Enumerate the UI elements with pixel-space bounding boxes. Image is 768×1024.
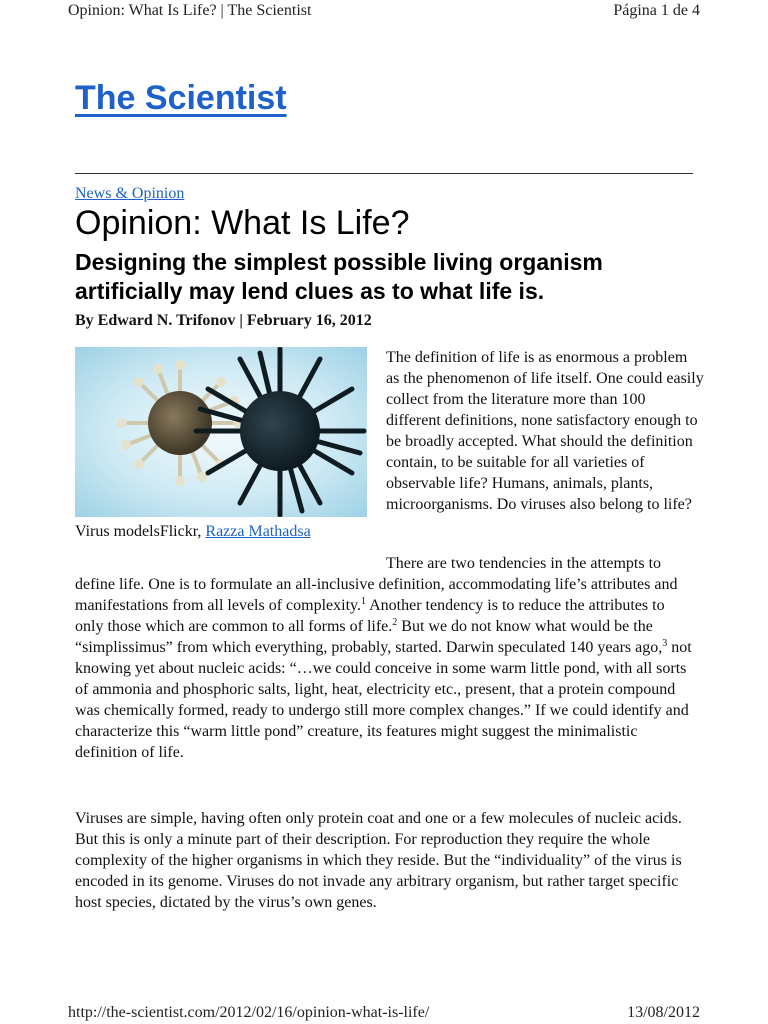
photographer-link[interactable]: Razza Mathadsa bbox=[205, 523, 311, 540]
site-logo-link[interactable]: The Scientist bbox=[75, 79, 287, 117]
paragraph-2 bbox=[75, 553, 697, 763]
page-header-title: Opinion: What Is Life? | The Scientist bbox=[68, 2, 312, 19]
byline: By Edward N. Trifonov | February 16, 2012 bbox=[75, 312, 372, 329]
paragraph-3: Viruses are simple, having often only protein coat and one or a few molecules of nucleic acids. But this is only a minute part of their description. For reproduction they require the whole complexity of the higher organisms in which they reside. But the “individuality” of the virus is encoded in its genome. Viruses do not invade any arbitrary organism, but rather target specific host species, dictated by the virus’s own genes. bbox=[75, 810, 682, 911]
footer-date: 13/08/2012 bbox=[627, 1004, 700, 1021]
footnote-ref-2[interactable]: 2 bbox=[392, 617, 398, 628]
paragraph-2-text-c: But we do not know what would be the “simplissimus” from which everything, probably, started. Darwin speculated 140 years ago, bbox=[75, 618, 663, 656]
image-caption bbox=[75, 522, 311, 542]
footnote-ref-1[interactable]: 1 bbox=[361, 596, 366, 607]
footnote-ref-3[interactable]: 3 bbox=[662, 638, 668, 649]
article-subtitle: Designing the simplest possible living organism artificially may lend clues as to what life is. bbox=[75, 249, 603, 304]
divider bbox=[75, 173, 693, 174]
paragraph-2-text-a: There are two tendencies in the attempts to define life. One is to formulate an all-inclusive definition, accommodating life’s attributes and manifestations from all levels of complexity. bbox=[75, 555, 678, 614]
section-link[interactable]: News & Opinion bbox=[75, 185, 185, 202]
paragraph-1: The definition of life is as enormous a problem as the phenomenon of life itself. One could easily collect from the literature more than 100 different definitions, none satisfactory enough to be broadly accepted. What should the definition contain, to be suitable for all varieties of observable life? Humans, animals, plants, microorganisms. Do viruses also belong to life? bbox=[386, 349, 704, 513]
paragraph-2-text-d: not knowing yet about nucleic acids: “…we could conceive in some warm little pond, with all sorts of ammonia and phosphoric salts, light, heat, electricity etc., present, that a protein compound was chemically formed, ready to undergo still more complex changes.” If we could identify and characterize this “warm little pond” creature, its features might suggest the minimalistic definition of life. bbox=[75, 639, 692, 761]
paragraph-2-text-b: Another tendency is to reduce the attributes to only those which are common to all forms of life. bbox=[75, 597, 665, 635]
footer-url: http://the-scientist.com/2012/02/16/opinion-what-is-life/ bbox=[68, 1004, 430, 1021]
caption-text: Virus modelsFlickr, bbox=[75, 523, 206, 540]
virus-image bbox=[75, 347, 367, 517]
page-number: Página 1 de 4 bbox=[613, 2, 700, 19]
article-title: Opinion: What Is Life? bbox=[75, 204, 410, 242]
